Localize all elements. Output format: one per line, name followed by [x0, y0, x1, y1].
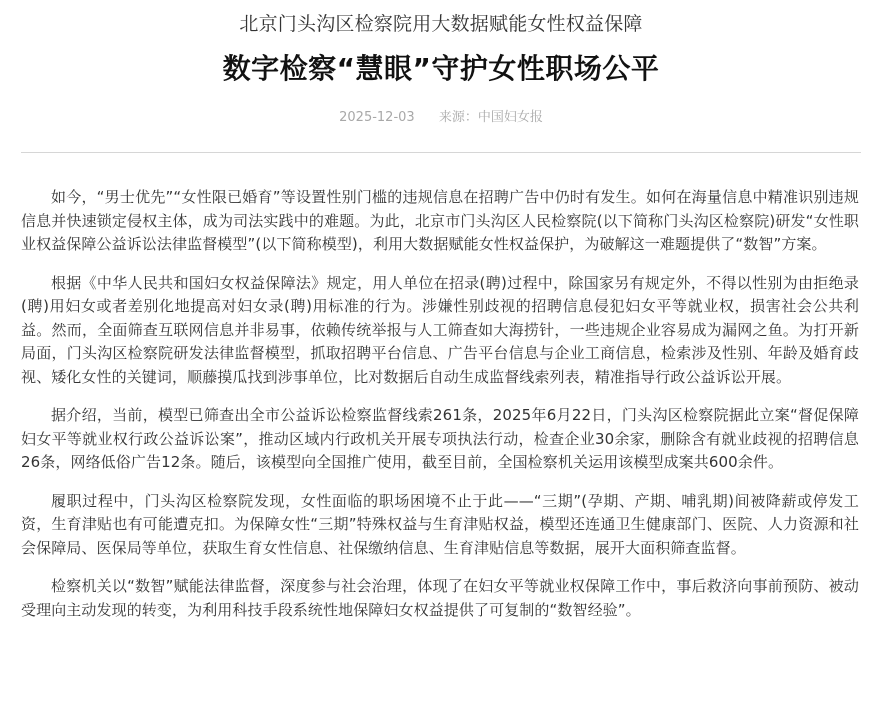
article-title: 数字检察“慧眼”守护女性职场公平: [222, 52, 660, 85]
article-subtitle: 北京门头沟区检察院用大数据赋能女性权益保障: [239, 13, 643, 35]
source-info: [439, 110, 543, 125]
paragraph-4: 履职过程中，门头沟区检察院发现，女性面临的职场困境不止于此——“三期”(孕期、产期、哺乳期)间被降薪或停发工资，生育津贴也有可能遭克扣。为保障女性“三期”特殊权益与生育津贴权益，模型还连通卫生健康部门、医院、人力资源和社会保障局、医保局等单位，获取生育女性信息、社保缴纳信息、生育津贴信息等数据，展开大面积筛查监督。: [21, 491, 859, 557]
paragraph-1: 如今，“男士优先”“女性限已婚育”等设置性别门槛的违规信息在招聘广告中仍时有发生。如何在海量信息中精准识别违规信息并快速锁定侵权主体，成为司法实践中的难题。为此，北京市门头沟区人民检察院(以下简称门头沟区检察院)研发“女性职业权益保障公益诉讼法律监督模型”(以下简称模型)，利用大数据赋能女性权益保护，为破解这一难题提供了“数智”方案。: [21, 188, 859, 253]
paragraph-5: 检察机关以“数智”赋能法律监督，深度参与社会治理，体现了在妇女平等就业权保障工作中，事后救济向事前预防、被动受理向主动发现的转变，为利用科技手段系统性地保障妇女权益提供了可复制的“数智经验”。: [21, 577, 859, 619]
article-body: [21, 186, 859, 637]
paragraph-2: 根据《中华人民共和国妇女权益保障法》规定，用人单位在招录(聘)过程中，除国家另有规定外，不得以性别为由拒绝录(聘)用妇女或者差别化地提高对妇女录(聘)用标准的行为。涉嫌性别歧视的招聘信息侵犯妇女平等就业权，损害社会公共利益。然而，全面筛查互联网信息并非易事，依赖传统举报与人工筛查如大海捞针，一些违规企业容易成为漏网之鱼。为打开新局面，门头沟区检察院研发法律监督模型，抓取招聘平台信息、广告平台信息与企业工商信息，检索涉及性别、年龄及婚育歧视、矮化女性的关键词，顺藤摸瓜找到涉事单位，比对数据后自动生成监督线索列表，精准指导行政公益诉讼开展。: [21, 273, 859, 386]
source-label: 来源：: [438, 110, 478, 125]
source-name: 中国妇女报: [477, 110, 543, 125]
header-divider: [21, 152, 861, 153]
publish-date: 2025-12-03: [339, 110, 415, 125]
paragraph-3: 据介绍，当前，模型已筛查出全市公益诉讼检察监督线索261条，2025年6月22日，门头沟区检察院据此立案“督促保障妇女平等就业权行政公益诉讼案”，推动区域内行政机关开展专项执法行动，检查企业30余家，删除含有就业歧视的招聘信息26条，网络低俗广告12条。随后，该模型向全国推广使用，截至目前，全国检察机关运用该模型成案共600余件。: [21, 406, 859, 471]
article-header: [0, 0, 882, 127]
article-meta: [0, 87, 882, 127]
